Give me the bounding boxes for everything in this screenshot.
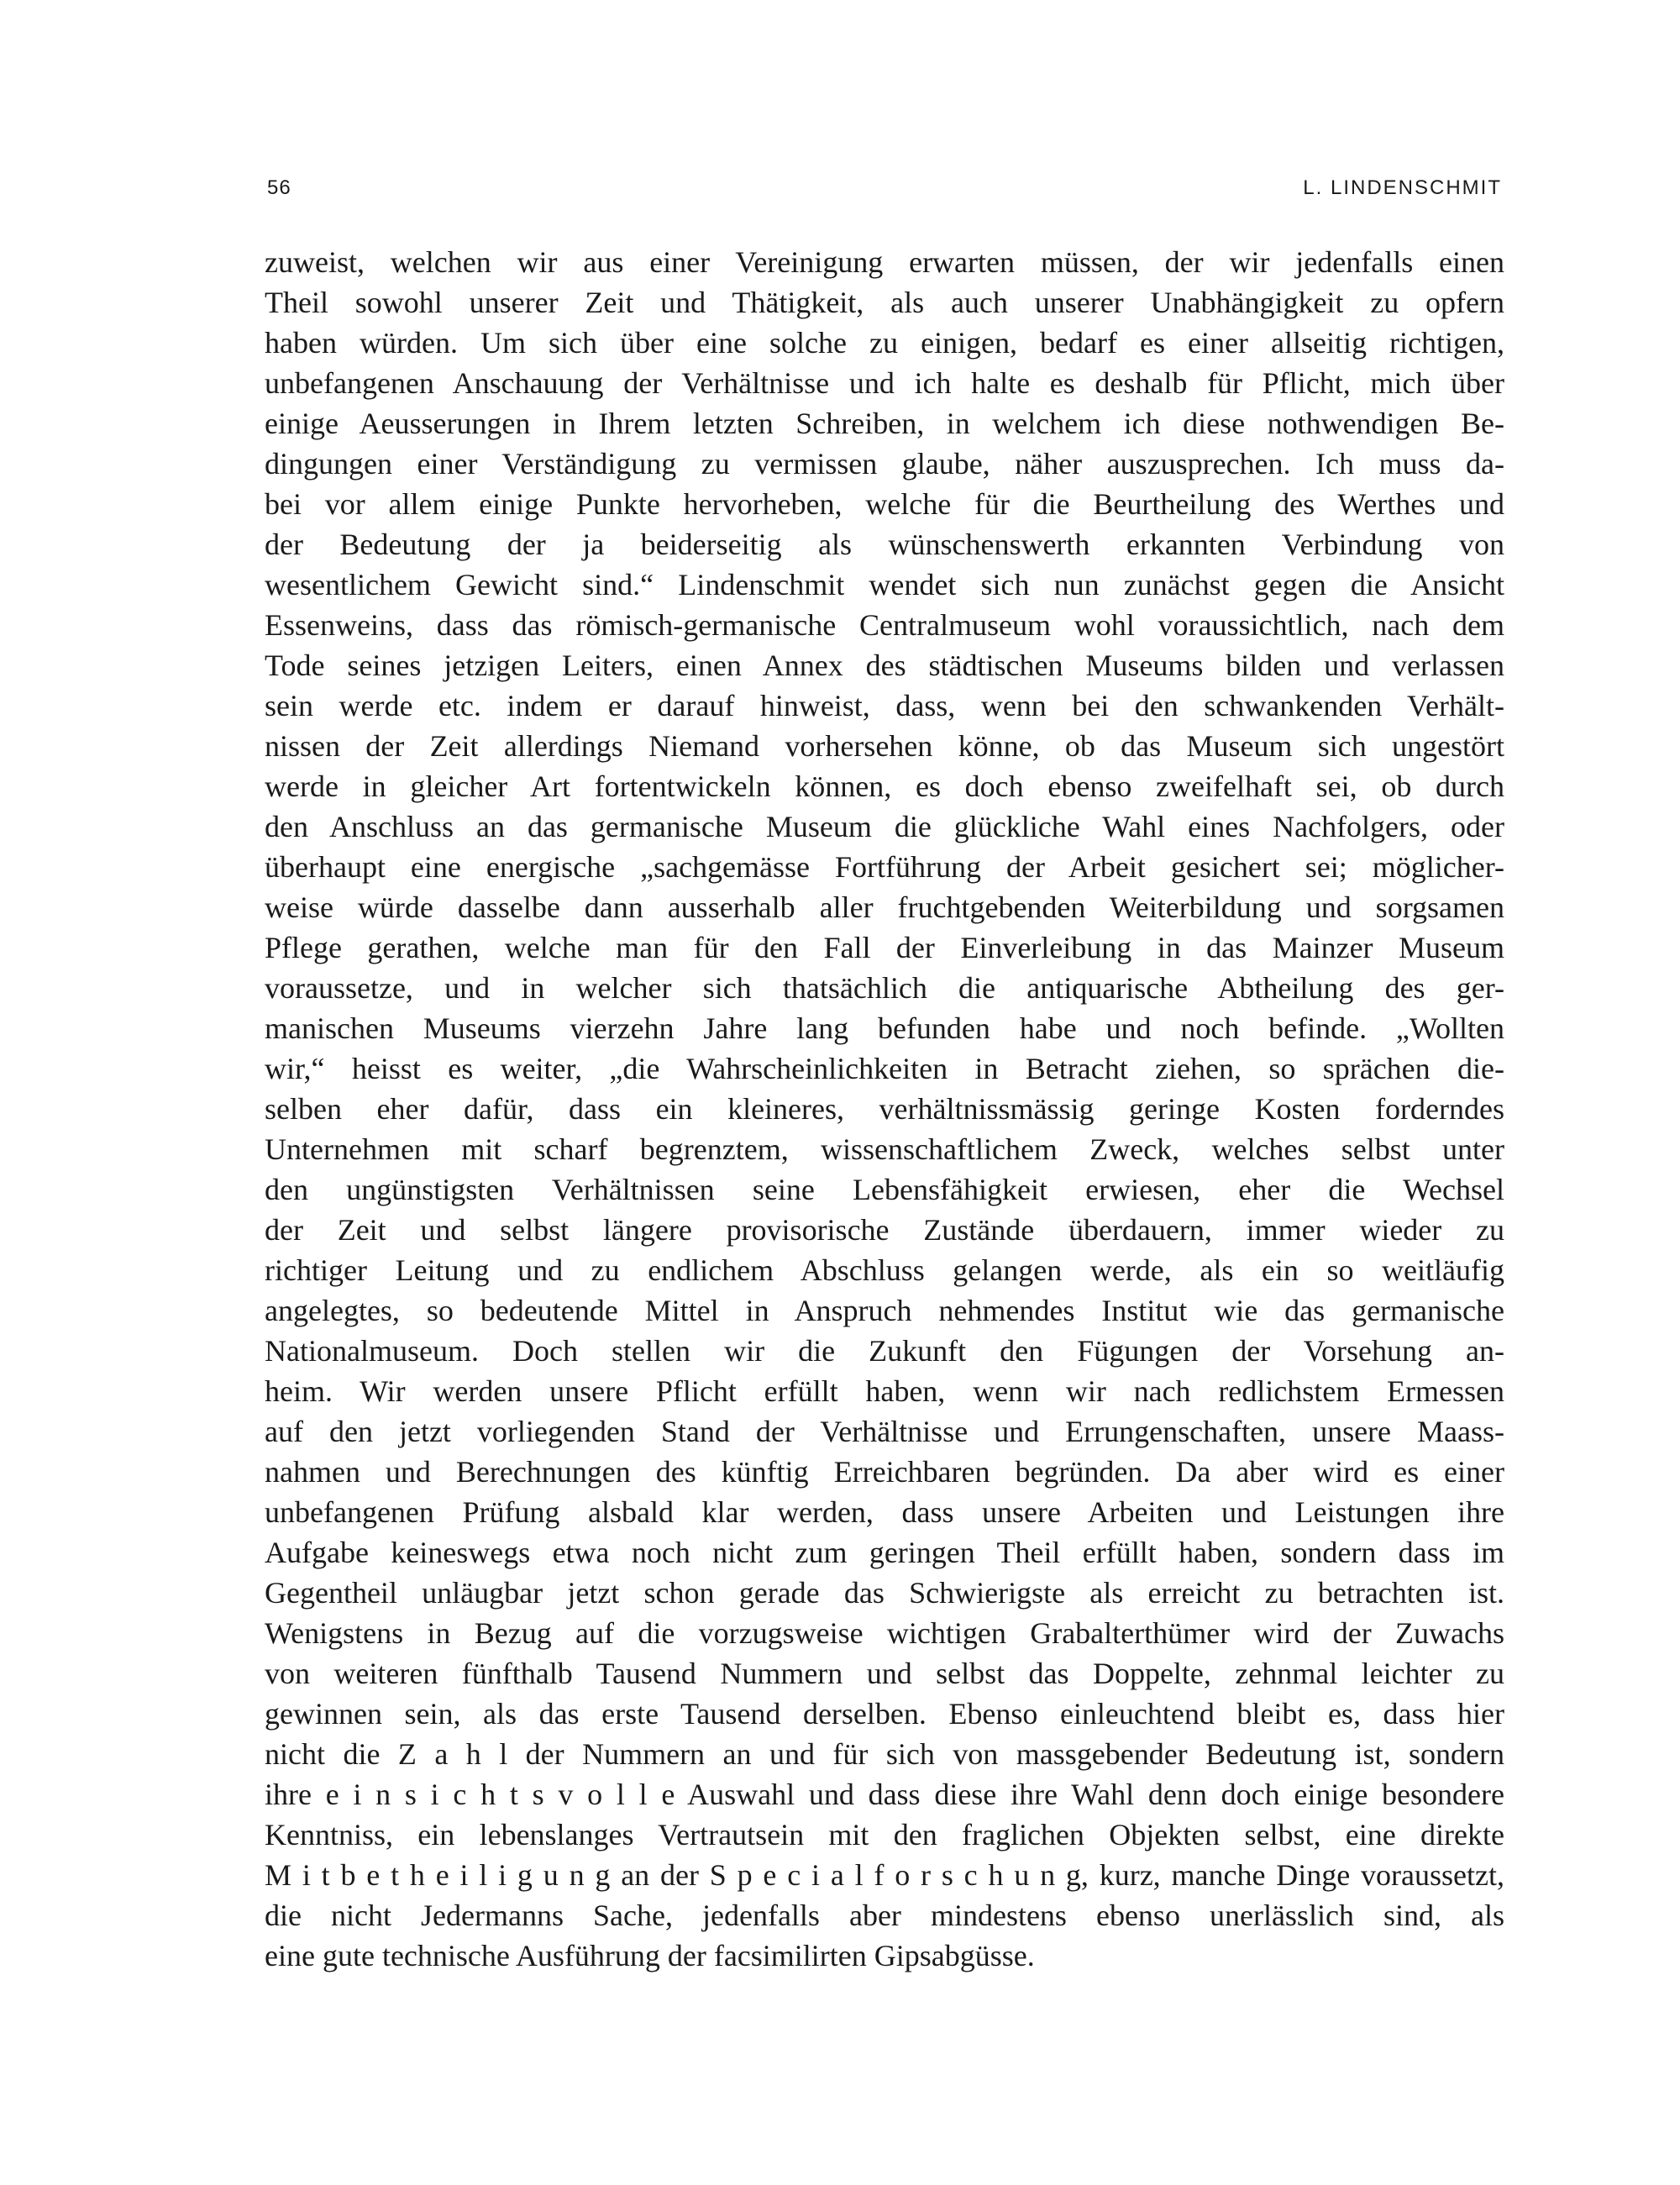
text-line: Tode seines jetzigen Leiters, einen Annex des städtischen Museums bilden und verlassen — [265, 649, 1504, 682]
text-line: von weiteren fünfthalb Tausend Nummern und selbst das Doppelte, zehnmal leichter zu — [265, 1657, 1504, 1690]
text-line: auf den jetzt vorliegenden Stand der Verhältnisse und Errungenschaften, unsere Maass- — [265, 1415, 1504, 1448]
text-line: voraussetze, und in welcher sich thatsächlich die antiquarische Abtheilung des ger- — [265, 971, 1504, 1005]
text-line: weise würde dasselbe dann ausserhalb aller fruchtgebenden Weiterbildung und sorgsamen — [265, 890, 1504, 924]
text-line: Pflege gerathen, welche man für den Fall der Einverleibung in das Mainzer Museum — [265, 931, 1504, 964]
text-line: unbefangenen Prüfung alsbald klar werden, dass unsere Arbeiten und Leistungen ihre — [265, 1495, 1504, 1529]
text-line: die nicht Jedermanns Sache, jedenfalls aber mindestens ebenso unerlässlich sind, als — [265, 1899, 1504, 1932]
text-line: einige Aeusserungen in Ihrem letzten Schreiben, in welchem ich diese nothwendigen Be- — [265, 407, 1504, 440]
text-line: angelegtes, so bedeutende Mittel in Anspruch nehmendes Institut wie das germanische — [265, 1294, 1504, 1327]
text-line: M i t b e t h e i l i g u n g an der S p e c i a l f o r s c h u n g, kurz, manche Dinge voraussetzt, — [265, 1858, 1504, 1892]
text-line: den Anschluss an das germanische Museum die glückliche Wahl eines Nachfolgers, oder — [265, 810, 1504, 843]
text-line: unbefangenen Anschauung der Verhältnisse und ich halte es deshalb für Pflicht, mich über — [265, 366, 1504, 400]
text-line: nicht die Z a h l der Nummern an und für sich von massgebender Bedeutung ist, sondern — [265, 1737, 1504, 1771]
text-line: nahmen und Berechnungen des künftig Erreichbaren begründen. Da aber wird es einer — [265, 1455, 1504, 1489]
text-line: dingungen einer Verständigung zu vermissen glaube, näher auszusprechen. Ich muss da- — [265, 447, 1504, 481]
running-head-author: L. LINDENSCHMIT — [1303, 176, 1502, 199]
text-line: haben würden. Um sich über eine solche zu einigen, bedarf es einer allseitig richtigen, — [265, 326, 1504, 360]
text-line: gewinnen sein, als das erste Tausend derselben. Ebenso einleuchtend bleibt es, dass hier — [265, 1697, 1504, 1731]
text-line: bei vor allem einige Punkte hervorheben, welche für die Beurtheilung des Werthes und — [265, 487, 1504, 521]
text-line: nissen der Zeit allerdings Niemand vorhersehen könne, ob das Museum sich ungestört — [265, 729, 1504, 763]
text-line: Essenweins, dass das römisch-germanische Centralmuseum wohl voraussichtlich, nach dem — [265, 608, 1504, 642]
text-line: Theil sowohl unserer Zeit und Thätigkeit, als auch unserer Unabhängigkeit zu opfern — [265, 286, 1504, 319]
page-number: 56 — [267, 176, 291, 199]
text-line: Kenntniss, ein lebenslanges Vertrautsein mit den fraglichen Objekten selbst, eine direkte — [265, 1818, 1504, 1851]
text-line: Nationalmuseum. Doch stellen wir die Zukunft den Fügungen der Vorsehung an- — [265, 1334, 1504, 1368]
text-line: der Bedeutung der ja beiderseitig als wünschenswerth erkannten Verbindung von — [265, 528, 1504, 561]
text-line: überhaupt eine energische „sachgemässe Fortführung der Arbeit gesichert sei; möglicher- — [265, 850, 1504, 884]
text-line: den ungünstigsten Verhältnissen seine Lebensfähigkeit erwiesen, eher die Wechsel — [265, 1173, 1504, 1206]
text-line: Wenigstens in Bezug auf die vorzugsweise wichtigen Grabalterthümer wird der Zuwachs — [265, 1616, 1504, 1650]
body-text — [265, 242, 1504, 1976]
text-line: wir,“ heisst es weiter, „die Wahrscheinlichkeiten in Betracht ziehen, so sprächen die- — [265, 1052, 1504, 1085]
text-line: der Zeit und selbst längere provisorische Zustände überdauern, immer wieder zu — [265, 1213, 1504, 1247]
text-line: ihre e i n s i c h t s v o l l e Auswahl und dass diese ihre Wahl denn doch einige besondere — [265, 1778, 1504, 1811]
text-line: manischen Museums vierzehn Jahre lang befunden habe und noch befinde. „Wollten — [265, 1011, 1504, 1045]
text-line: Unternehmen mit scharf begrenztem, wissenschaftlichem Zweck, welches selbst unter — [265, 1132, 1504, 1166]
text-line: heim. Wir werden unsere Pflicht erfüllt haben, wenn wir nach redlichstem Ermessen — [265, 1374, 1504, 1408]
text-line: werde in gleicher Art fortentwickeln können, es doch ebenso zweifelhaft sei, ob durch — [265, 769, 1504, 803]
text-line: zuweist, welchen wir aus einer Vereinigung erwarten müssen, der wir jedenfalls einen — [265, 245, 1504, 279]
text-line-last: eine gute technische Ausführung der facsimilirten Gipsabgüsse. — [265, 1939, 1035, 1972]
text-line: richtiger Leitung und zu endlichem Abschluss gelangen werde, als ein so weitläufig — [265, 1253, 1504, 1287]
text-line: wesentlichem Gewicht sind.“ Lindenschmit wendet sich nun zunächst gegen die Ansicht — [265, 568, 1504, 601]
running-head — [267, 176, 1502, 210]
text-line: sein werde etc. indem er darauf hinweist, dass, wenn bei den schwankenden Verhält- — [265, 689, 1504, 722]
text-line: selben eher dafür, dass ein kleineres, verhältnissmässig geringe Kosten forderndes — [265, 1092, 1504, 1126]
text-line: Gegentheil unläugbar jetzt schon gerade das Schwierigste als erreicht zu betrachten ist. — [265, 1576, 1504, 1610]
text-line: Aufgabe keineswegs etwa noch nicht zum geringen Theil erfüllt haben, sondern dass im — [265, 1536, 1504, 1569]
